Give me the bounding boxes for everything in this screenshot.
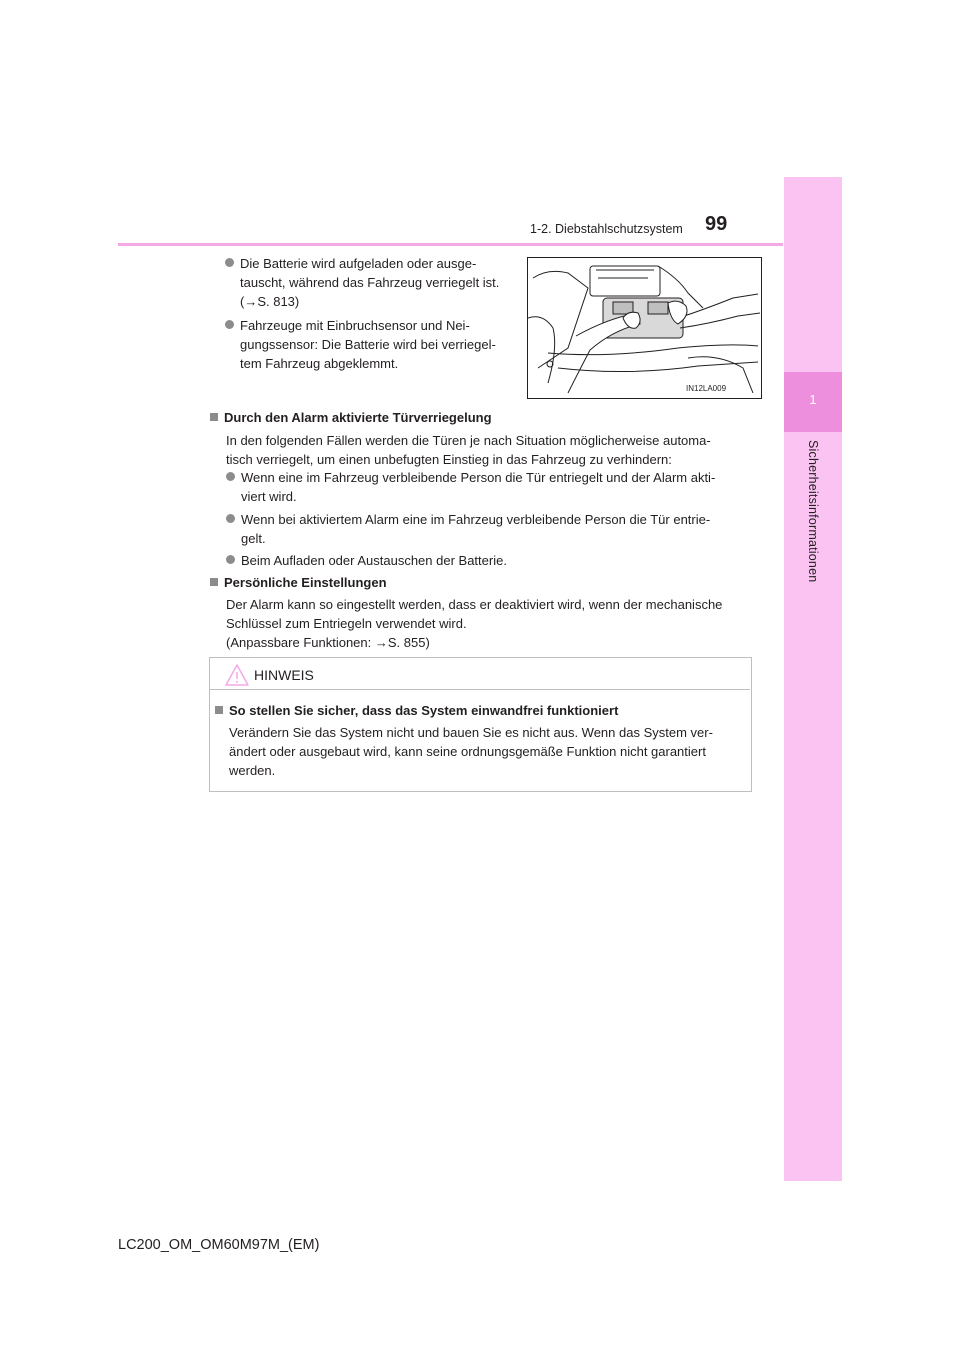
list-item xyxy=(225,254,517,311)
battery-hands-icon xyxy=(528,258,761,398)
footer-document-code: LC200_OM_OM60M97M_(EM) xyxy=(118,1237,320,1253)
section-heading-text: Durch den Alarm aktivierte Türverriegelung xyxy=(224,410,492,425)
section-heading-text: Persönliche Einstellungen xyxy=(224,575,387,590)
section-intro xyxy=(226,431,756,469)
warning-icon xyxy=(225,664,249,686)
intro-line: In den folgenden Fällen werden die Türen je nach Situation möglicherweise automa- xyxy=(226,433,711,448)
chapter-side-tab xyxy=(784,177,842,1181)
list-item xyxy=(226,510,756,548)
bullet-text-line: Wenn bei aktiviertem Alarm eine im Fahrzeug verbleibende Person die Tür entrie- xyxy=(241,512,711,527)
bullet-text-line: tauscht, während das Fahrzeug verriegelt ist. xyxy=(240,275,500,290)
body-line: Der Alarm kann so eingestellt werden, dass er deaktiviert wird, wenn der mechanische xyxy=(226,597,723,612)
bullet-text-line: gungssensor: Die Batterie wird bei verriegel- xyxy=(240,337,496,352)
chapter-number: 1 xyxy=(809,392,817,407)
battery-illustration xyxy=(527,257,762,399)
notice-line: werden. xyxy=(229,763,276,778)
bullet-icon xyxy=(225,258,234,267)
notice-title: HINWEIS xyxy=(254,667,314,683)
bullet-text-line: Beim Aufladen oder Austauschen der Batterie. xyxy=(241,553,507,568)
bullet-icon xyxy=(226,555,235,564)
bullet-text-line: tem Fahrzeug abgeklemmt. xyxy=(240,356,399,371)
chapter-title: Sicherheitsinformationen xyxy=(806,440,820,583)
section-body xyxy=(226,595,756,652)
square-bullet-icon xyxy=(215,706,223,714)
bullet-icon xyxy=(226,514,235,523)
list-item xyxy=(225,316,517,373)
bullet-icon xyxy=(226,472,235,481)
bullet-text-line: gelt. xyxy=(241,531,266,546)
illustration-code: IN12LA009 xyxy=(686,384,727,393)
bullet-text-line: (→S. 813) xyxy=(240,294,300,309)
notice-heading xyxy=(215,701,618,720)
bullet-text-line: viert wird. xyxy=(241,489,297,504)
section-heading xyxy=(210,408,492,427)
header-section-title: 1-2. Diebstahlschutzsystem xyxy=(530,222,683,236)
notice-heading-text: So stellen Sie sicher, dass das System einwandfrei funktioniert xyxy=(229,703,619,718)
square-bullet-icon xyxy=(210,578,218,586)
notice-divider xyxy=(209,689,750,690)
square-bullet-icon xyxy=(210,413,218,421)
bullet-text-line: Die Batterie wird aufgeladen oder ausge- xyxy=(240,256,477,271)
notice-line: Verändern Sie das System nicht und bauen Sie es nicht aus. Wenn das System ver- xyxy=(229,725,713,740)
bullet-text-line: Fahrzeuge mit Einbruchsensor und Nei- xyxy=(240,318,470,333)
notice-line: ändert oder ausgebaut wird, kann seine ordnungsgemäße Funktion nicht garantiert xyxy=(229,744,706,759)
page-number: 99 xyxy=(705,213,728,235)
intro-line: tisch verriegelt, um einen unbefugten Einstieg in das Fahrzeug zu verhindern: xyxy=(226,452,672,467)
header-rule xyxy=(118,243,783,246)
list-item xyxy=(226,551,756,570)
bullet-text-line: Wenn eine im Fahrzeug verbleibende Person die Tür entriegelt und der Alarm akti- xyxy=(241,470,716,485)
body-line: Schlüssel zum Entriegeln verwendet wird. xyxy=(226,616,467,631)
section-heading xyxy=(210,573,387,592)
notice-body xyxy=(229,723,744,780)
bullet-icon xyxy=(225,320,234,329)
list-item xyxy=(226,468,756,506)
body-line: (Anpassbare Funktionen: →S. 855) xyxy=(226,635,430,650)
